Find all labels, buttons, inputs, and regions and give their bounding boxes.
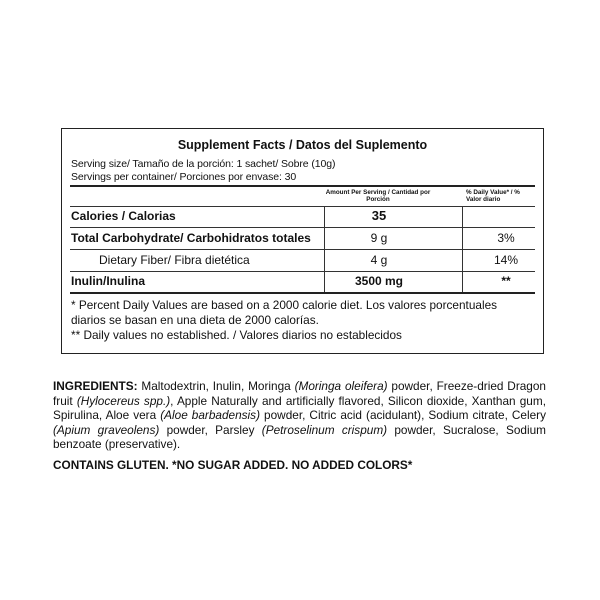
row-dv: ** — [501, 274, 511, 288]
divider — [70, 292, 535, 294]
amount-per-serving-header: Amount Per Serving / Cantidad por Porción — [325, 189, 431, 203]
ingredients-segment: powder, Freeze-dried Dragon fruit — [53, 379, 546, 408]
ingredients-segment: , Apple Naturally and artificially flavored, Silicon dioxide, Xanthan gum, Spirulina, Aloe vera — [53, 393, 546, 423]
scientific-name: (Aloe barbadensis) — [160, 408, 261, 423]
row-dv: 14% — [493, 253, 519, 267]
footnote-daily-values: * Percent Daily Values are based on a 2000 calorie diet. Los valores porcentuales diarios se basan en una dieta de 2000 calorías. — [71, 298, 498, 327]
scientific-name: (Petroselinum crispum) — [261, 422, 388, 437]
divider — [70, 249, 535, 250]
ingredients-segment: powder, Sucralose, Sodium benzoate (preservative). — [53, 422, 546, 452]
row-label: Total Carbohydrate/ Carbohidratos totales — [71, 231, 311, 245]
serving-size: Serving size/ Tamaño de la porción: 1 sachet/ Sobre (10g) — [71, 158, 336, 170]
footnote-not-established: ** Daily values no established. / Valores diarios no establecidos — [71, 328, 402, 342]
facts-title: Supplement Facts / Datos del Suplemento — [177, 138, 428, 152]
ingredients-segment: Maltodextrin, Inulin, Moringa — [137, 379, 295, 393]
scientific-name: (Apium graveolens) — [53, 422, 160, 437]
row-dv: 3% — [497, 231, 515, 245]
facts-row-total-carbohydrate — [71, 229, 535, 247]
scientific-name: (Hylocereus spp.) — [76, 393, 171, 408]
scientific-name: (Moringa oleifera) — [294, 379, 388, 393]
row-amount: 9 g — [370, 231, 388, 245]
servings-per-container: Servings per container/ Porciones por envase: 30 — [71, 171, 297, 183]
divider — [70, 227, 535, 228]
row-amount: 3500 mg — [354, 274, 404, 288]
column-divider — [324, 206, 325, 292]
ingredients-text — [53, 379, 546, 452]
divider — [70, 185, 535, 187]
facts-row-dietary-fiber — [71, 251, 535, 269]
row-label: Dietary Fiber/ Fibra dietética — [99, 253, 250, 267]
facts-row-calories — [71, 207, 535, 225]
column-divider — [462, 206, 463, 292]
row-amount: 4 g — [370, 253, 388, 267]
row-label: Inulin/Inulina — [71, 274, 145, 288]
ingredients-segment: powder, Citric acid (acidulant), Sodium citrate, Celery — [260, 408, 546, 423]
row-label: Calories / Calorias — [71, 209, 176, 223]
row-amount: 35 — [371, 208, 387, 223]
contains-statement: CONTAINS GLUTEN. *NO SUGAR ADDED. NO ADDED COLORS* — [53, 458, 413, 472]
supplement-facts-panel — [61, 128, 544, 354]
facts-row-inulin — [71, 272, 535, 290]
ingredients-segment: powder, Parsley — [159, 422, 262, 437]
daily-value-header: % Daily Value* / % Valor diario — [466, 189, 520, 203]
ingredients-heading: INGREDIENTS: — [53, 379, 138, 393]
